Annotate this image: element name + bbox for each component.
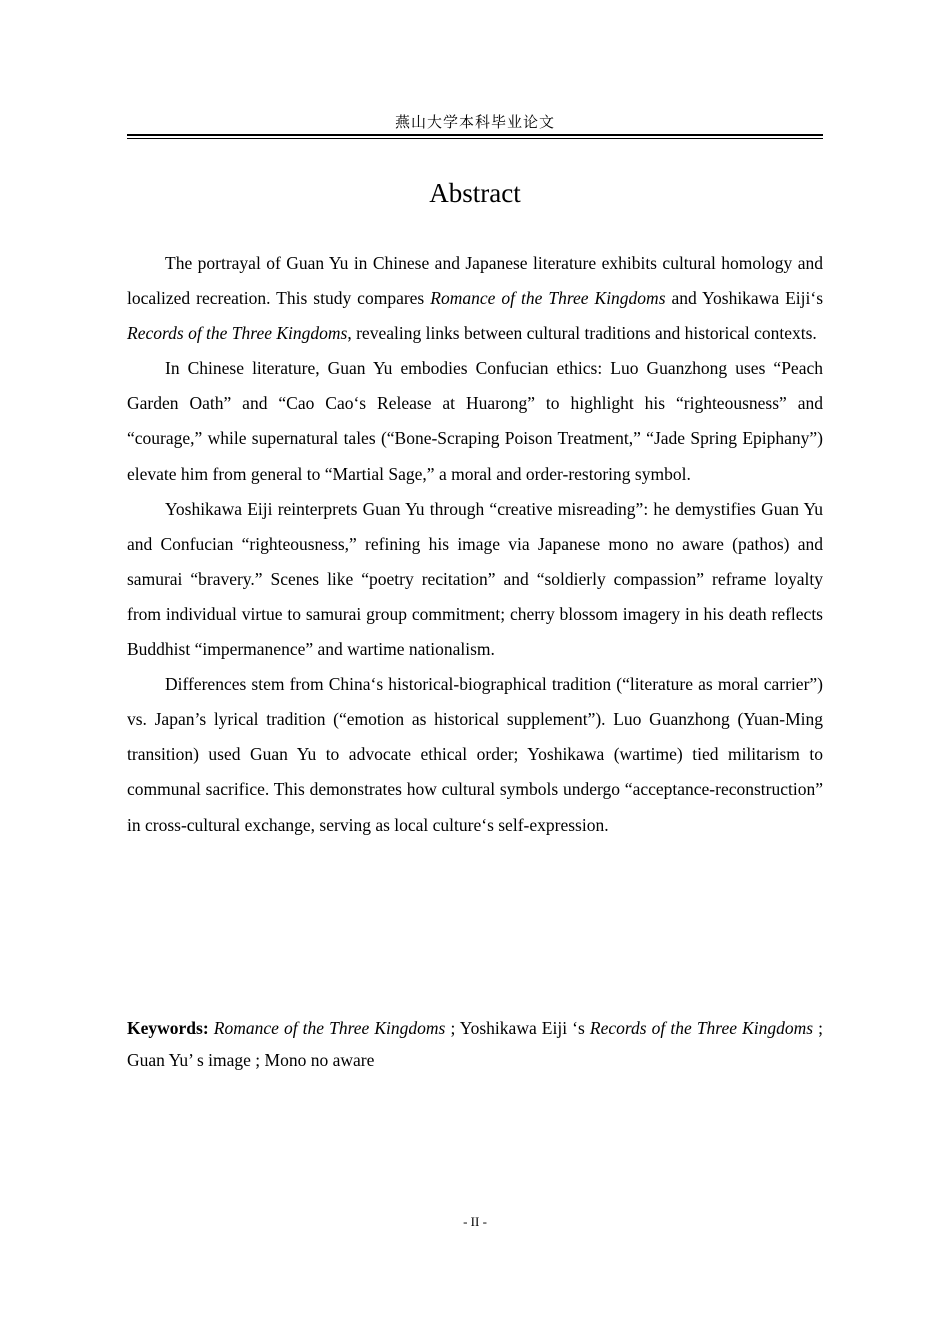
header-rule-thick <box>127 134 823 136</box>
p1-text-c: and Yoshikawa Eiji‘s <box>665 288 824 309</box>
p1-text-a: The portrayal of Guan Yu in Chinese and Japanese literature exhibits cultural homology and localized recreation. This study compares <box>127 253 823 309</box>
running-header: 燕山大学本科毕业论文 <box>394 115 555 131</box>
abstract-body <box>127 246 823 843</box>
p1-book-title-romance: Romance of the Three Kingdoms <box>430 288 666 309</box>
header-rule-thin <box>127 138 823 139</box>
abstract-paragraph-2: In Chinese literature, Guan Yu embodies Confucian ethics: Luo Guanzhong uses “Peach Garden Oath” and “Cao Cao‘s Release at Huarong” to highlight his “righteousness” and “courage,” while supernatural tales (“Bone-Scraping Poison Treatment,” “Jade Spring Epiphany”) elevate him from general to “Martial Sage,” a moral and order-restoring symbol. <box>127 358 823 484</box>
abstract-paragraph-3: Yoshikawa Eiji reinterprets Guan Yu through “creative misreading”: he demystifies Guan Yu and Confucian “righteousness,” refining his image via Japanese mono no aware (pathos) and samurai “bravery.” Scenes like “poetry recitation” and “soldierly compassion” reframe loyalty from individual virtue to samurai group commitment; cherry blossom imagery in his death reflects Buddhist “impermanence” and wartime nationalism. <box>127 498 823 660</box>
p1-book-title-records: Records of the Three Kingdoms <box>127 323 348 344</box>
page-title: Abstract <box>429 178 521 208</box>
keywords <box>127 1012 823 1076</box>
keyword-romance: Romance of the Three Kingdoms <box>213 1018 446 1038</box>
abstract-paragraph-4: Differences stem from China‘s historical-biographical tradition (“literature as moral carrier”) vs. Japan’s lyrical tradition (“emotion as historical supplement”). Luo Guanzhong (Yuan-Ming transition) used Guan Yu to advocate ethical order; Yoshikawa (wartime) tied militarism to communal sacrifice. This demonstrates how cultural symbols undergo “acceptance-reconstruction” in cross-cultural exchange, serving as local culture‘s self-expression. <box>127 674 823 835</box>
p1-text-e: , revealing links between cultural traditions and historical contexts. <box>347 323 817 344</box>
page-number: - II - <box>463 1214 487 1229</box>
abstract-paragraph-1 <box>127 246 823 351</box>
keyword-separator-2: ; Guan Yu’ s image ; Mono no aware <box>127 1018 824 1070</box>
keyword-records: Records of the Three Kingdoms <box>589 1018 814 1038</box>
keyword-separator-1: ; Yoshikawa Eiji ‘s <box>445 1018 590 1038</box>
keywords-label: Keywords: <box>127 1018 209 1038</box>
